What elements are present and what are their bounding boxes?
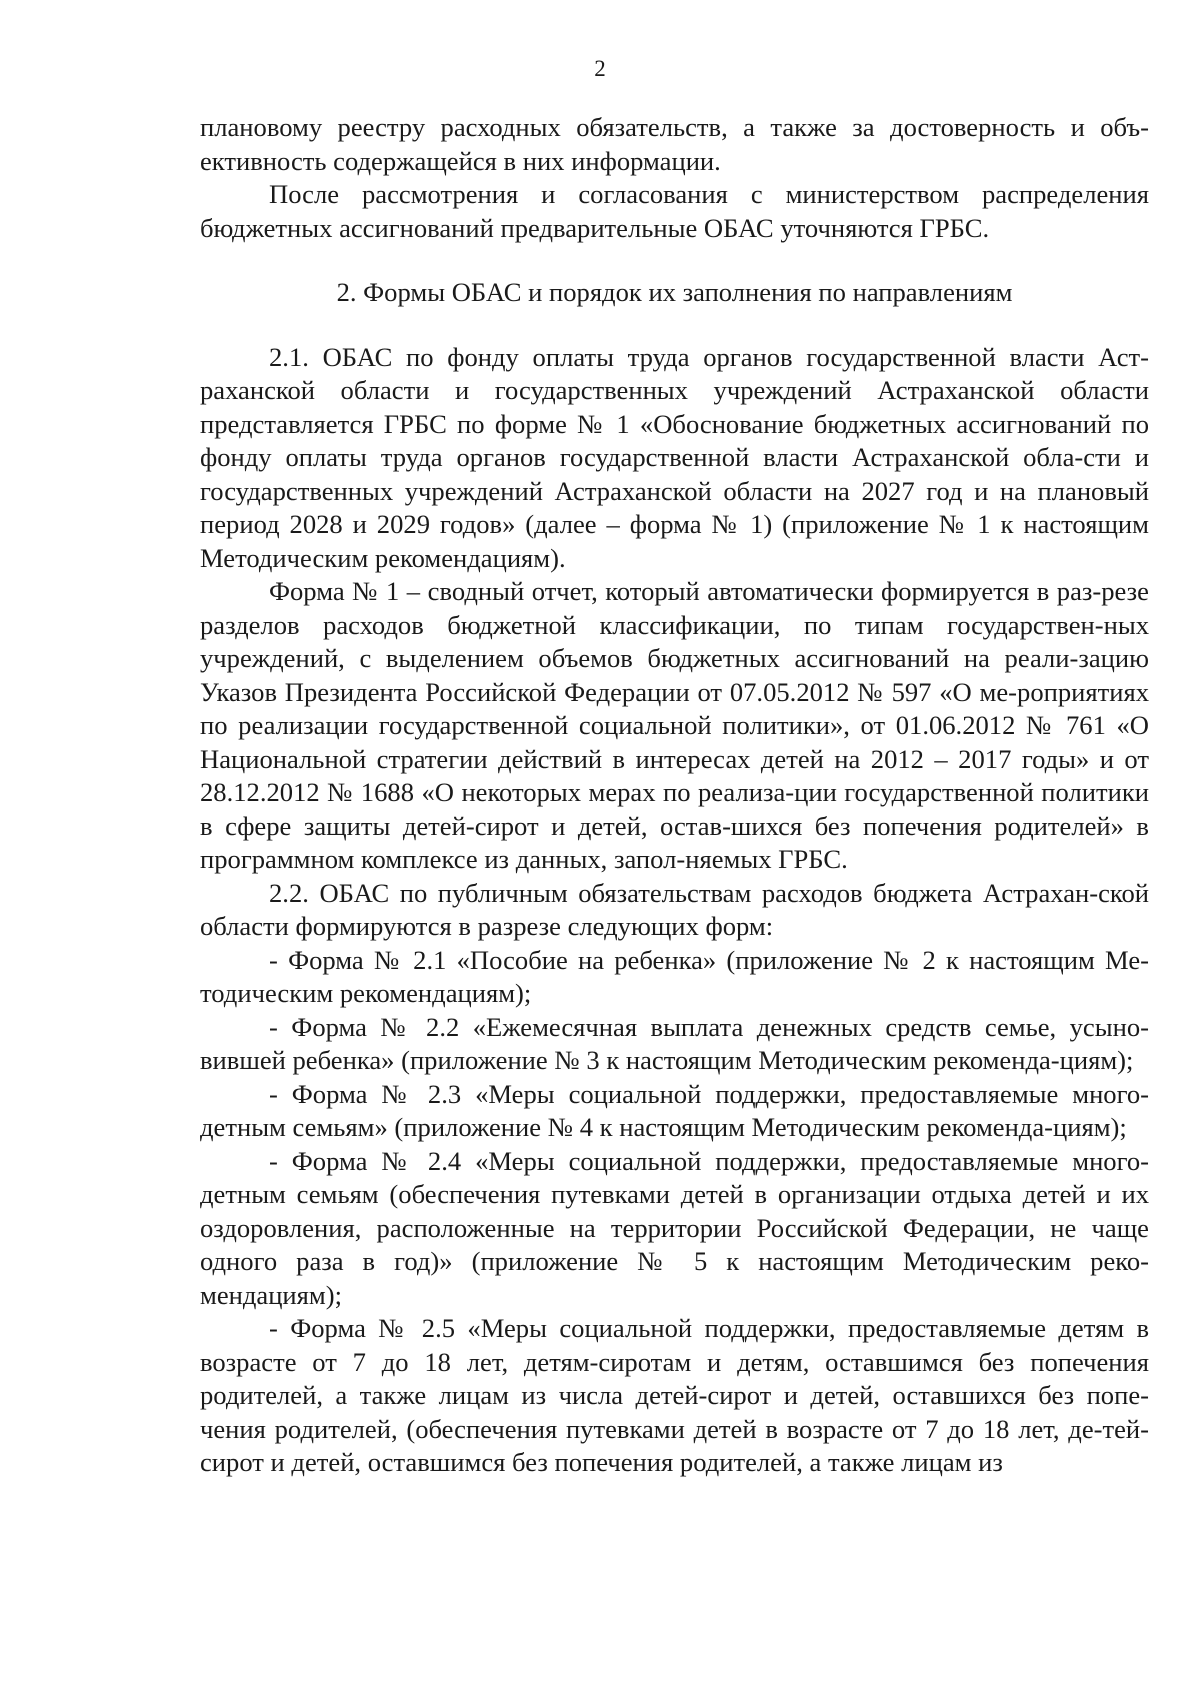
- paragraph-approval: После рассмотрения и согласования с министерством распределения бюджетных ассигнований предварительные ОБАС уточняются ГРБС.: [200, 179, 1149, 243]
- document-body: [200, 111, 1149, 1480]
- list-item-form-2-1: - Форма № 2.1 «Пособие на ребенка» (приложение № 2 к настоящим Ме-тодическим рекомендациям);: [200, 944, 1149, 1008]
- list-item-form-2-3: - Форма № 2.3 «Меры социальной поддержки, предоставляемые много-детным семьям» (приложение № 4 к настоящим Методическим рекоменда-циям);: [200, 1078, 1149, 1142]
- paragraph-form-1-description: Форма № 1 – сводный отчет, который автоматически формируется в раз-резе разделов расходов бюджетной классификации, по типам государствен-ных учреждений, с выделением объемов бюджетных ассигнований на реали-зацию Указов Президента Российской Федерации от 07.05.2012 № 597 «О ме-роприятиях по реализации государственной социальной политики», от 01.06.2012 № 761 «О Национальной стратегии действий в интересах детей на 2012 – 2017 годы» и от 28.12.2012 № 1688 «О некоторых мерах по реализа-ции государственной политики в сфере защиты детей-сирот и детей, остав-шихся без попечения родителей» в программном комплексе из данных, запол-няемых ГРБС.: [200, 576, 1149, 874]
- paragraph-2-2: 2.2. ОБАС по публичным обязательствам расходов бюджета Астрахан-ской области формируются в разрезе следующих форм:: [200, 877, 1149, 941]
- list-item-form-2-4: - Форма № 2.4 «Меры социальной поддержки, предоставляемые много-детным семьям (обеспечения путевками детей в организации отдыха детей и их оздоровления, расположенные на территории Российской Федерации, не чаще одного раза в год)» (приложение № 5 к настоящим Методическим реко-мендациям);: [200, 1145, 1149, 1310]
- list-item-form-2-2: - Форма № 2.2 «Ежемесячная выплата денежных средств семье, усыно-вившей ребенка» (приложение № 3 к настоящим Методическим рекоменда-циям);: [200, 1011, 1149, 1075]
- list-item-form-2-5: - Форма № 2.5 «Меры социальной поддержки, предоставляемые детям в возрасте от 7 до 18 лет, детям-сиротам и детям, оставшимся без попечения родителей, а также лицам из числа детей-сирот и детей, оставшихся без попе-чения родителей, (обеспечения путевками детей в возрасте от 7 до 18 лет, де-тей-сирот и детей, оставшимся без попечения родителей, а также лицам из: [200, 1313, 1149, 1477]
- section-heading: 2. Формы ОБАС и порядок их заполнения по направлениям: [336, 277, 1013, 307]
- paragraph-continuation: плановому реестру расходных обязательств, а также за достоверность и объ-ективность содержащейся в них информации.: [200, 112, 1149, 176]
- page-number: 2: [594, 56, 606, 81]
- paragraph-2-1: 2.1. ОБАС по фонду оплаты труда органов государственной власти Аст-раханской области и государственных учреждений Астраханской области представляется ГРБС по форме № 1 «Обоснование бюджетных ассигнований по фонду оплаты труда органов государственной власти Астраханской обла-сти и государственных учреждений Астраханской области на 2027 год и на плановый период 2028 и 2029 годов» (далее – форма № 1) (приложение № 1 к настоящим Методическим рекомендациям).: [200, 341, 1149, 573]
